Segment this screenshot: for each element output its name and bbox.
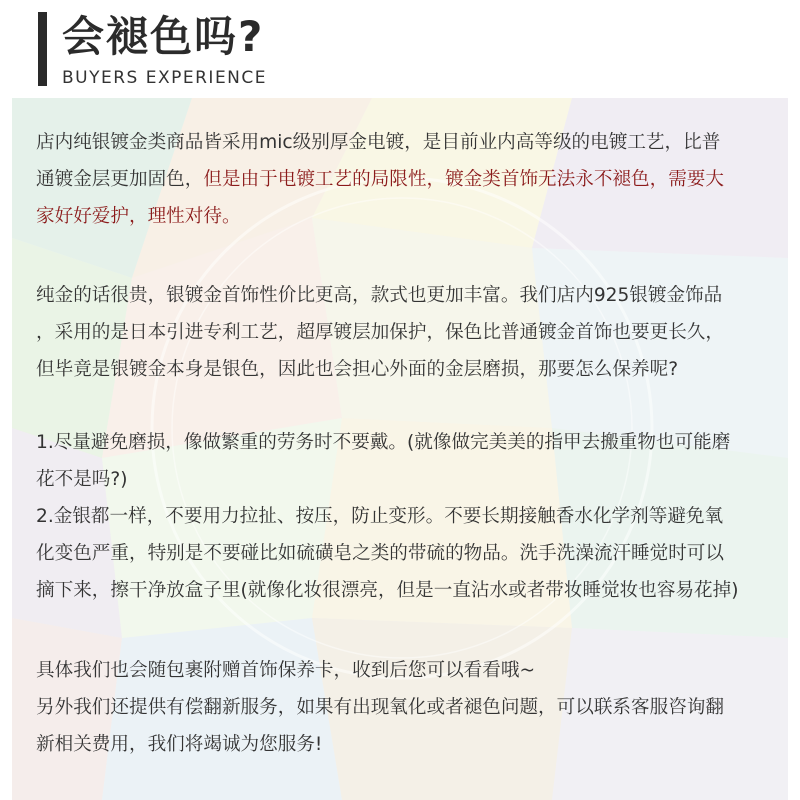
text-line: 纯金的话很贵，银镀金首饰性价比更高，款式也更加丰富。我们店内925银镀金饰品 <box>36 285 723 306</box>
header-accent-bar <box>38 12 47 86</box>
paragraph-service <box>36 652 776 763</box>
paragraph-care-tips <box>36 424 776 609</box>
section-header <box>0 0 800 100</box>
text-line: 花不是吗?) <box>36 469 128 490</box>
text-line: 1.尽量避免磨损，像做繁重的劳务时不要戴。(就像做完美美的指甲去搬重物也可能磨 <box>36 432 731 453</box>
paragraph-gold-plating <box>36 124 776 235</box>
page-title: 会褪色吗? <box>62 12 265 61</box>
text-line: 具体我们也会随包裹附赠首饰保养卡，收到后您可以看看哦~ <box>36 660 536 681</box>
page-subtitle: BUYERS EXPERIENCE <box>62 68 268 88</box>
text-line: 新相关费用，我们将竭诚为您服务! <box>36 734 323 755</box>
text-line: 店内纯银镀金类商品皆采用mic级别厚金电镀，是目前业内高等级的电镀工艺，比普 <box>36 132 721 153</box>
highlight-text: 家好好爱护，理性对待。 <box>36 206 241 227</box>
text-line: 另外我们还提供有偿翻新服务，如果有出现氧化或者褪色问题，可以联系客服咨询翻 <box>36 697 724 718</box>
text-line <box>36 161 776 198</box>
text-line: 但毕竟是银镀金本身是银色，因此也会担心外面的金层磨损，那要怎么保养呢? <box>36 359 679 380</box>
text-line: 化变色严重，特别是不要碰比如硫磺皂之类的带硫的物品。洗手洗澡流汗睡觉时可以 <box>36 543 724 564</box>
text-line: ，采用的是日本引进专利工艺，超厚镀层加保护，保色比普通镀金首饰也要更长久， <box>36 322 724 343</box>
text-line: 2.金银都一样，不要用力拉扯、按压，防止变形。不要长期接触香水化学剂等避免氧 <box>36 506 724 527</box>
highlight-text: 但是由于电镀工艺的局限性，镀金类首饰无法永不褪色，需要大 <box>203 169 724 190</box>
paragraph-925-silver <box>36 277 776 388</box>
text-line: 摘下来，擦干净放盒子里(就像化妆很漂亮，但是一直沾水或者带妆睡觉妆也容易花掉) <box>36 580 739 601</box>
text-segment: 通镀金层更加固色， <box>36 169 204 190</box>
